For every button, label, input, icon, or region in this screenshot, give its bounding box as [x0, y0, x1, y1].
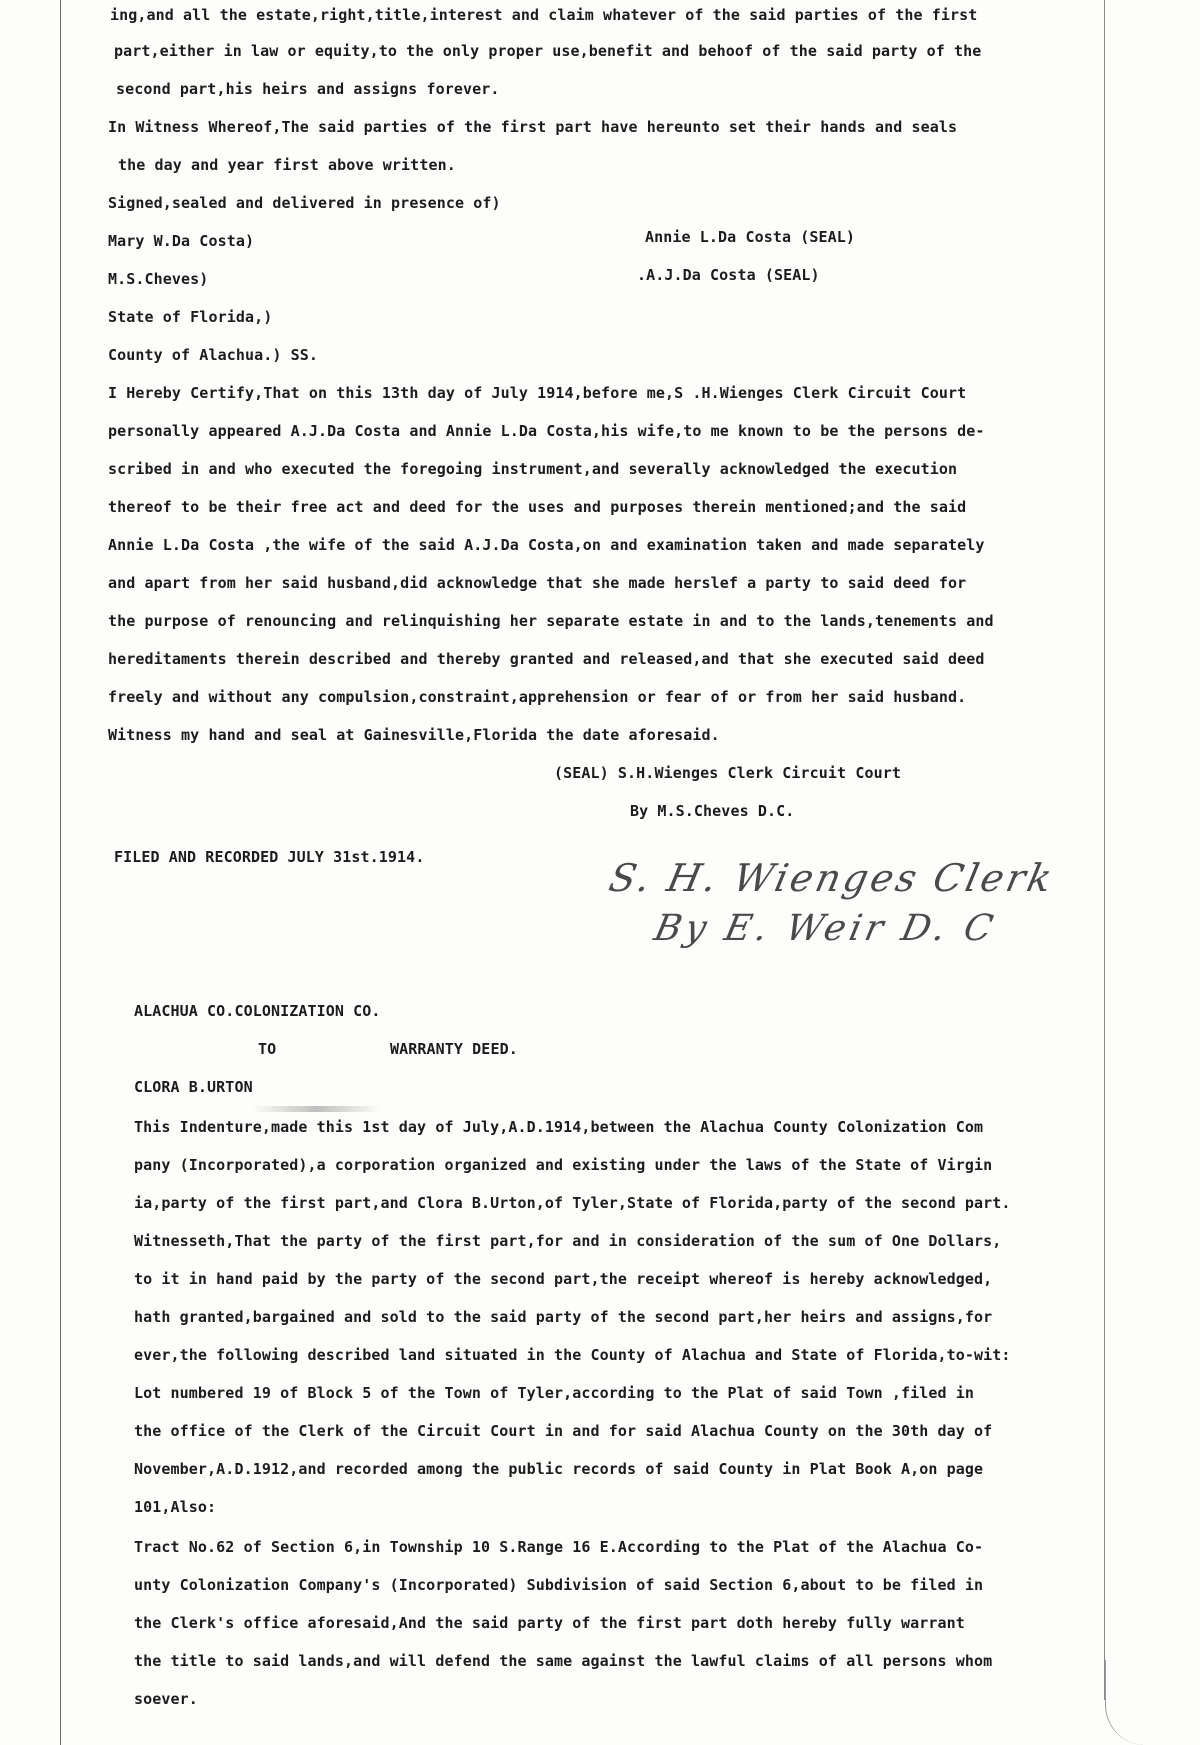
deputy-clerk-line: By M.S.Cheves D.C.	[630, 802, 795, 820]
text-line: freely and without any compulsion,constraint,apprehension or fear of or from her said husband.	[108, 688, 967, 706]
text-line: thereof to be their free act and deed for the uses and purposes therein mentioned;and the said	[108, 498, 967, 516]
text-line: hath granted,bargained and sold to the said party of the second part,her heirs and assigns,for	[134, 1308, 993, 1326]
text-line: second part,his heirs and assigns forever.	[116, 80, 500, 98]
text-line: I Hereby Certify,That on this 13th day of July 1914,before me,S .H.Wienges Clerk Circuit Court	[108, 384, 967, 402]
deed-to-label: TO	[258, 1040, 277, 1058]
text-line: the title to said lands,and will defend the same against the lawful claims of all persons whom	[134, 1652, 993, 1670]
text-line: scribed in and who executed the foregoing instrument,and severally acknowledged the execution	[108, 460, 958, 478]
clerk-seal-line: (SEAL) S.H.Wienges Clerk Circuit Court	[554, 764, 901, 782]
text-line: unty Colonization Company's (Incorporated) Subdivision of said Section 6,about to be filed in	[134, 1576, 984, 1594]
text-line: 101,Also:	[134, 1498, 217, 1516]
clerk-signature: S. H. Wienges Clerk	[605, 856, 1059, 900]
text-line: Lot numbered 19 of Block 5 of the Town of Tyler,according to the Plat of said Town ,filed in	[134, 1384, 975, 1402]
text-line: Witness my hand and seal at Gainesville,Florida the date aforesaid.	[108, 726, 720, 744]
signatory-seal: .A.J.Da Costa (SEAL)	[637, 266, 820, 284]
text-line: November,A.D.1912,and recorded among the public records of said County in Plat Book A,on page	[134, 1460, 984, 1478]
text-line: ia,party of the first part,and Clora B.Urton,of Tyler,State of Florida,party of the second part.	[134, 1194, 1011, 1212]
text-line: ever,the following described land situated in the County of Alachua and State of Florida,to-wit:	[134, 1346, 1011, 1364]
text-line: the office of the Clerk of the Circuit Court in and for said Alachua County on the 30th day of	[134, 1422, 993, 1440]
text-line: part,either in law or equity,to the only proper use,benefit and behoof of the said party of the	[114, 42, 982, 60]
text-line: hereditaments therein described and thereby granted and released,and that she executed said deed	[108, 650, 985, 668]
text-line: the Clerk's office aforesaid,And the said party of the first part doth hereby fully warrant	[134, 1614, 965, 1632]
text-line: and apart from her said husband,did acknowledge that she made herslef a party to said deed for	[108, 574, 967, 592]
left-margin-rule	[60, 0, 61, 1745]
text-line: This Indenture,made this 1st day of July,A.D.1914,between the Alachua County Colonization Com	[134, 1118, 984, 1136]
text-line: Annie L.Da Costa ,the wife of the said A.J.Da Costa,on and examination taken and made separately	[108, 536, 985, 554]
text-line: personally appeared A.J.Da Costa and Annie L.Da Costa,his wife,to me known to be the persons de-	[108, 422, 985, 440]
right-margin-rule	[1104, 0, 1105, 1700]
ink-smudge	[252, 1106, 382, 1112]
deputy-signature: By E. Weir D. C	[650, 908, 1001, 949]
page-corner-curl	[1105, 1660, 1166, 1745]
witness-name: M.S.Cheves)	[108, 270, 209, 288]
text-line: Signed,sealed and delivered in presence of)	[108, 194, 501, 212]
text-line: the purpose of renouncing and relinquishing her separate estate in and to the lands,tenements and	[108, 612, 994, 630]
text-line: Tract No.62 of Section 6,in Township 10 S.Range 16 E.According to the Plat of the Alachua Co-	[134, 1538, 984, 1556]
deed-grantee-heading: CLORA B.URTON	[134, 1078, 253, 1096]
witness-name: Mary W.Da Costa)	[108, 232, 255, 250]
text-line: ing,and all the estate,right,title,interest and claim whatever of the said parties of the first	[110, 6, 978, 24]
deed-type-heading: WARRANTY DEED.	[390, 1040, 518, 1058]
text-line: State of Florida,)	[108, 308, 273, 326]
text-line: soever.	[134, 1690, 198, 1708]
signatory-seal: Annie L.Da Costa (SEAL)	[645, 228, 856, 246]
text-line: County of Alachua.) SS.	[108, 346, 319, 364]
text-line: to it in hand paid by the party of the second part,the receipt whereof is hereby acknowledged,	[134, 1270, 993, 1288]
filed-recorded-stamp: FILED AND RECORDED JULY 31st.1914.	[114, 848, 425, 866]
deed-grantor-heading: ALACHUA CO.COLONIZATION CO.	[134, 1002, 381, 1020]
text-line: the day and year first above written.	[118, 156, 456, 174]
text-line: pany (Incorporated),a corporation organized and existing under the laws of the State of Virgin	[134, 1156, 993, 1174]
text-line: Witnesseth,That the party of the first part,for and in consideration of the sum of One Dollars,	[134, 1232, 1002, 1250]
text-line: In Witness Whereof,The said parties of the first part have hereunto set their hands and seals	[108, 118, 958, 136]
